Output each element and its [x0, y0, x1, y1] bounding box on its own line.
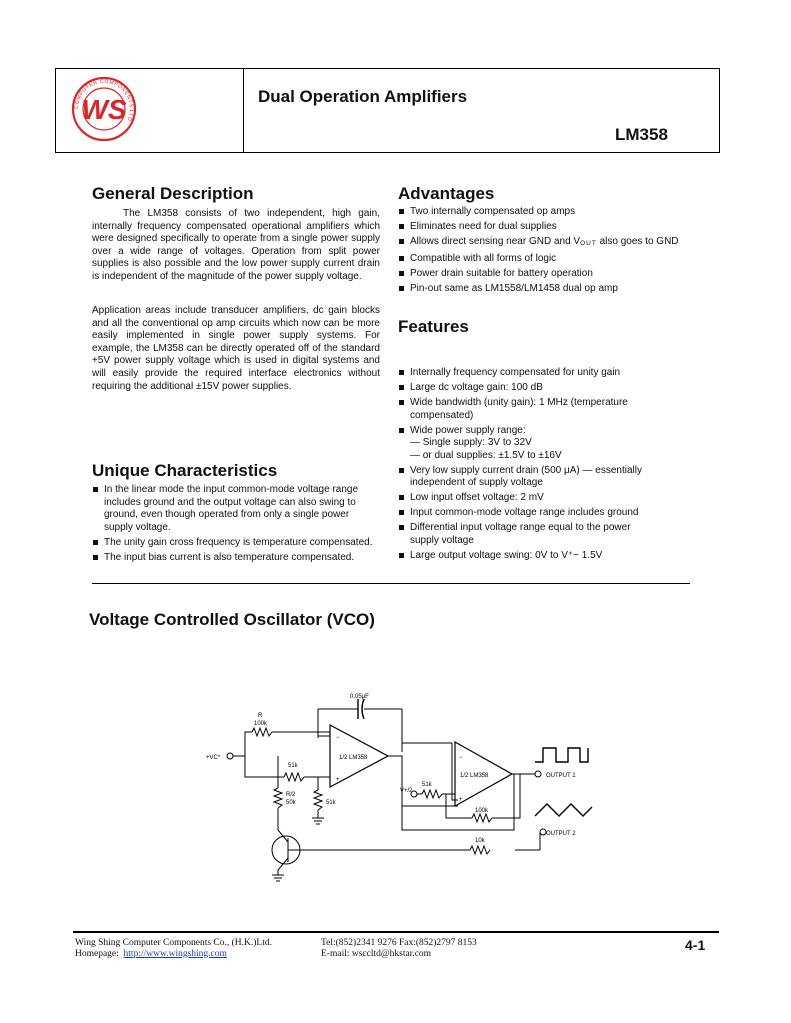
tel-fax: Tel:(852)2341 9276 Fax:(852)2797 8153 — [321, 938, 477, 948]
footer-rule — [73, 931, 719, 933]
svg-text:+: + — [336, 777, 340, 783]
triangle-wave — [535, 804, 592, 816]
cap-label: 0.05μF — [350, 694, 369, 700]
vco-schematic — [190, 680, 610, 890]
amp2-label: 1/2 LM358 — [460, 773, 489, 779]
r2-label: R/2 — [286, 792, 296, 798]
list-item: Input common-mode voltage range includes ground — [398, 507, 660, 520]
unique-characteristics-heading: Unique Characteristics — [92, 461, 278, 480]
para2-b: can be directly operated off of the standard +5V power supply voltage which is used in digital systems and will easily provide the required interface electronics without requiring the additional ±15V power supplies. — [92, 342, 380, 392]
r-value: 100k — [254, 721, 268, 727]
advantages-list — [398, 206, 688, 298]
part-number: LM358 — [615, 125, 668, 144]
r-label: R — [258, 713, 263, 719]
list-item: Pin-out same as LM1558/LM1458 dual op amp — [398, 283, 688, 296]
list-item: In the linear mode the input common-mode voltage range includes ground and the output voltage can also swing to ground, even though operated from only a single power supply voltage. — [92, 484, 380, 534]
para1-lead: The LM358 — [123, 208, 179, 219]
email: E-mail: wsccltd@hkstar.com — [321, 948, 432, 959]
list-item: Wide bandwidth (unity gain): 1 MHz (temperature compensated) — [398, 397, 660, 422]
r2-value: 50k — [286, 800, 296, 806]
list-item — [398, 236, 688, 251]
header-left-rule — [55, 68, 56, 153]
svg-text:−: − — [336, 735, 340, 741]
square-wave — [535, 748, 588, 762]
r51c-label: 51k — [422, 782, 432, 788]
r51b-label: 51k — [326, 800, 336, 806]
page-title: Dual Operation Amplifiers — [258, 87, 468, 106]
general-description-para1 — [92, 208, 380, 284]
list-item — [398, 425, 660, 463]
para2-a: Application areas include transducer amplifiers, dc gain blocks and all the conventional op amp circuits which now can be more easily implemented in single power supply systems. For example, the — [92, 305, 380, 354]
list-item: Internally frequency compensated for unity gain — [398, 367, 660, 380]
page-number: 4-1 — [685, 937, 706, 953]
dual-supply: — or dual supplies: ±1.5V to ±16V — [410, 449, 562, 461]
general-description-para2 — [92, 305, 380, 393]
header-right-rule — [719, 68, 720, 153]
list-item: Eliminates need for dual supplies — [398, 221, 688, 234]
single-supply: — Single supply: 3V to 32V — [410, 437, 532, 449]
advantages-heading: Advantages — [398, 184, 495, 203]
list-item: The input bias current is also temperature compensated. — [92, 552, 380, 565]
output1-label: OUTPUT 1 — [546, 773, 576, 779]
list-item: Large output voltage swing: 0V to V⁺− 1.5V — [398, 550, 660, 563]
svg-text:−: − — [459, 755, 463, 761]
list-item: Two internally compensated op amps — [398, 206, 688, 219]
logo-text: WS — [81, 94, 127, 125]
para2-part: LM358 — [152, 342, 184, 354]
output2-label: OUTPUT 2 — [546, 831, 576, 837]
features-list — [398, 367, 660, 565]
footer-left — [75, 938, 272, 959]
features-heading: Features — [398, 317, 469, 336]
company-name: Wing Shing Computer Components Co., (H.K.)Ltd. — [75, 938, 272, 948]
homepage-line — [75, 949, 272, 960]
list-item: Power drain suitable for battery operation — [398, 268, 688, 281]
amp1-label: 1/2 LM358 — [339, 755, 368, 761]
adv-item3-a: Allows direct sensing near GND and V — [410, 235, 581, 247]
wide-supply: Wide power supply range: — [410, 424, 526, 436]
company-logo — [66, 73, 140, 145]
general-description-heading: General Description — [92, 184, 254, 203]
list-item: Very low supply current drain (500 μA) — essentially independent of supply voltage — [398, 465, 660, 490]
list-item: Large dc voltage gain: 100 dB — [398, 382, 660, 395]
header-bottom-rule — [55, 152, 720, 153]
r51a-label: 51k — [288, 763, 298, 769]
footer-contact — [321, 938, 477, 959]
homepage-label: Homepage: — [75, 948, 119, 959]
list-item: Compatible with all forms of logic — [398, 253, 688, 266]
list-item: Differential input voltage range equal to the power supply voltage — [398, 522, 660, 547]
r100k-label: 100k — [475, 808, 489, 814]
homepage-link[interactable]: http://www.wingshing.com — [123, 948, 227, 959]
para1-rest: consists of two independent, high gain, internally frequency compensated operational amplifiers which were designed specifically to operate from a single power supply over a wide range of voltages. Operation from split power supplies is also possible and the low power supply current drain is independent of the magnitude of the power supply voltage. — [92, 208, 380, 282]
vc-label: +VC* — [206, 755, 221, 761]
header-top-rule — [55, 68, 720, 69]
r10k-label: 10k — [475, 838, 485, 844]
adv-item3-sub: OUT — [580, 239, 597, 247]
logo-ring-text: COMPUTER COMPONENTS LTD — [73, 78, 135, 123]
list-item: Low input offset voltage: 2 mV — [398, 492, 660, 505]
vco-heading: Voltage Controlled Oscillator (VCO) — [89, 610, 375, 629]
adv-item3-b: also goes to GND — [596, 235, 679, 247]
list-item: The unity gain cross frequency is temperature compensated. — [92, 537, 380, 550]
svg-text:+: + — [459, 797, 463, 803]
unique-characteristics-list — [92, 484, 380, 567]
section-rule — [92, 583, 690, 584]
header-divider — [243, 68, 244, 153]
vplus2-label: V+/2 — [400, 788, 413, 794]
